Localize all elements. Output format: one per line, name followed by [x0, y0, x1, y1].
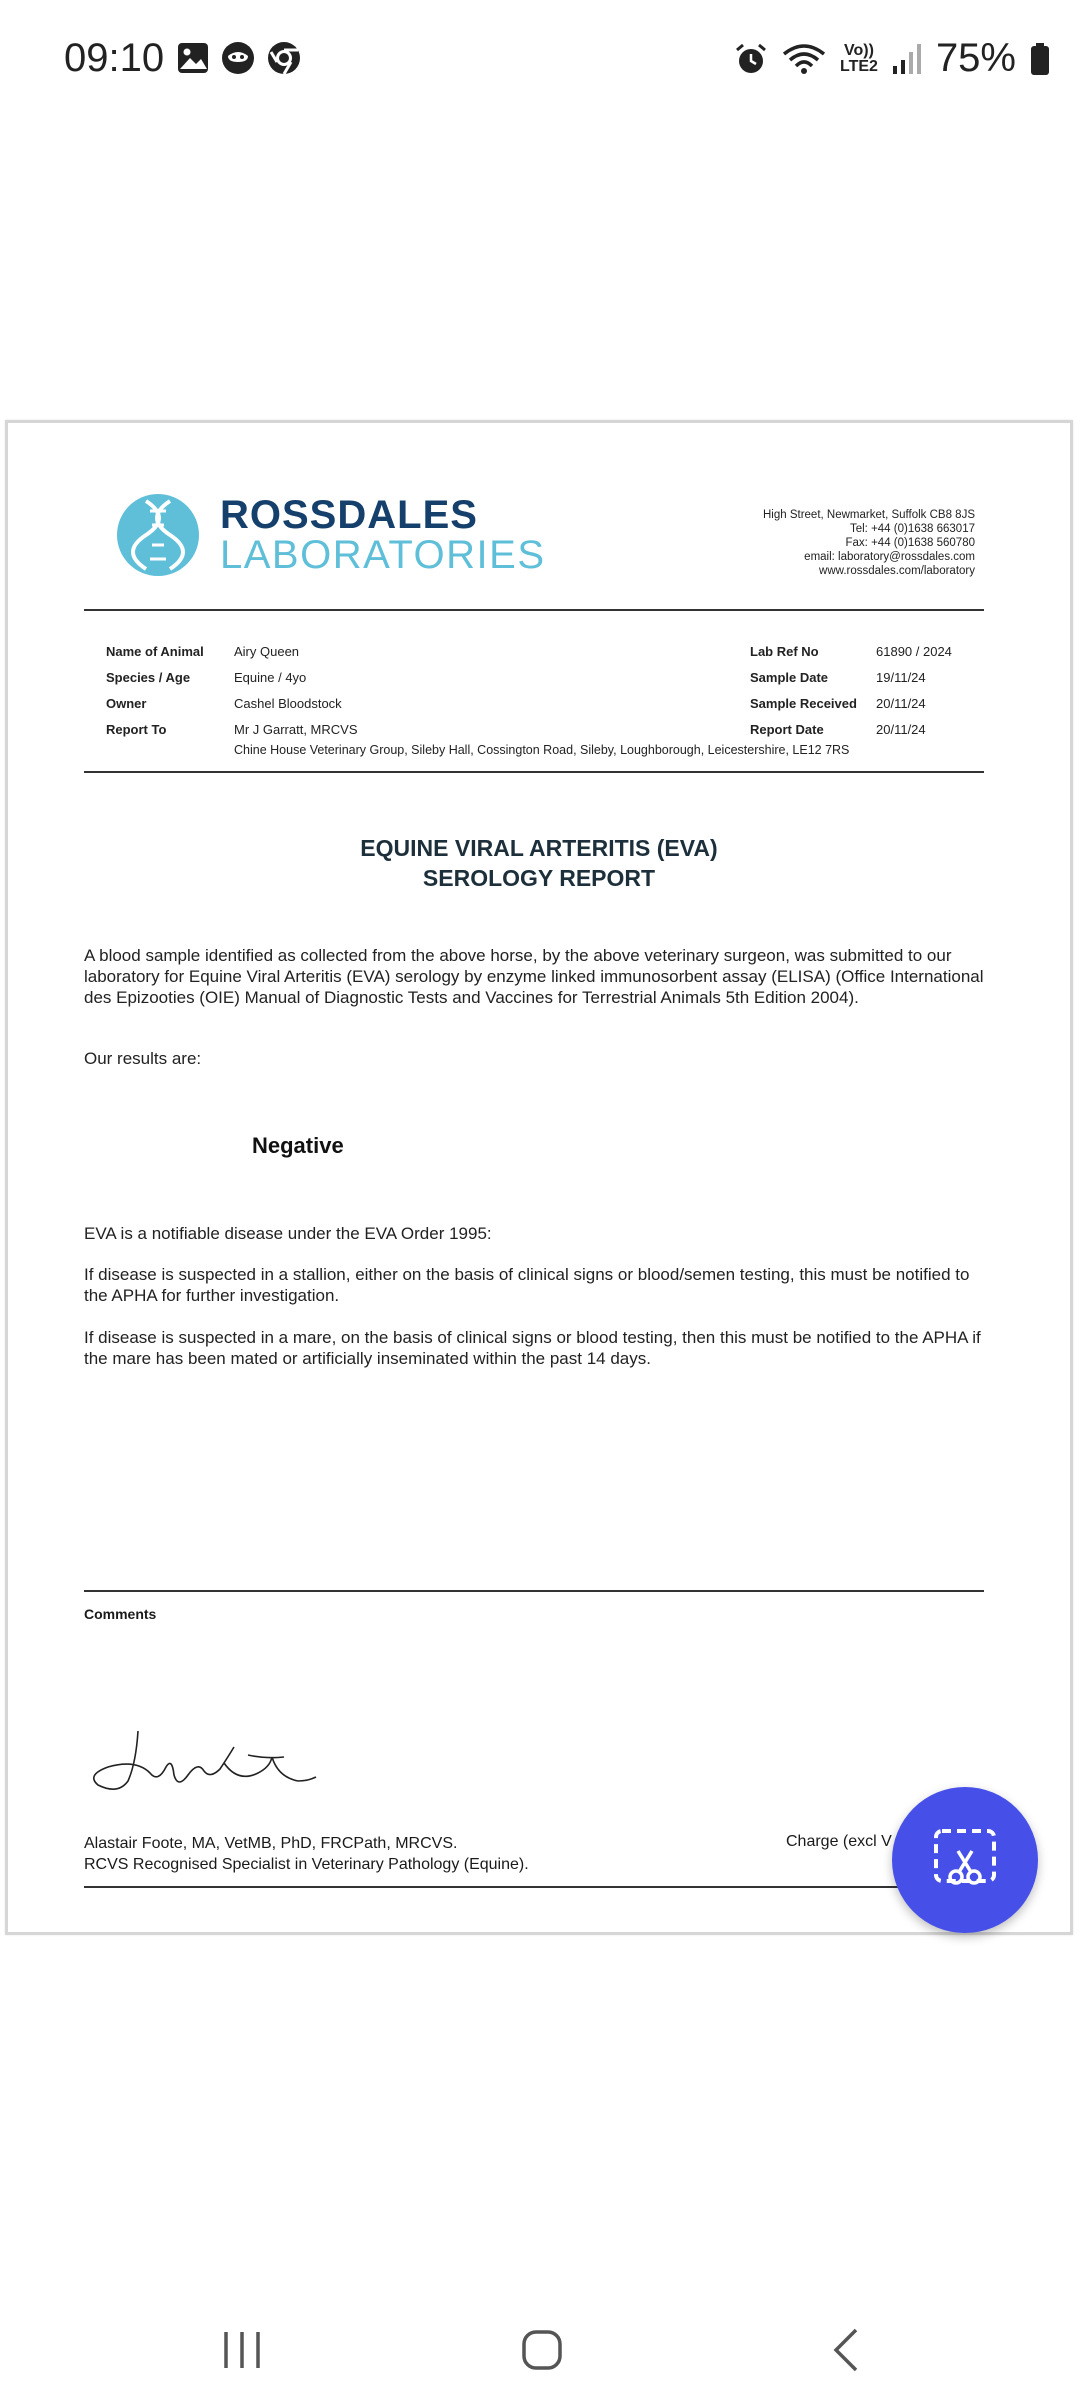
- rossdales-logo: [116, 493, 546, 577]
- comments-label: Comments: [84, 1606, 157, 1622]
- vet-address: Chine House Veterinary Group, Sileby Hall, Cossington Road, Sileby, Loughborough, Leicestershire, LE12 7RS: [234, 743, 850, 757]
- mare-note: If disease is suspected in a mare, on the basis of clinical signs or blood testing, then this must be notified to the APHA if the mare has been mated or artificially inseminated within the past 14 days.: [84, 1328, 981, 1368]
- system-icons: [734, 36, 1050, 81]
- screenshot-scissors-icon: [932, 1827, 998, 1893]
- lab-info: Lab Ref No 61890 / 2024 Sample Date 19/11/24 Sample Received 20/11/24 Report Date 20/11/24: [750, 644, 952, 737]
- report-document[interactable]: [5, 420, 1073, 1935]
- battery-percent: 75%: [935, 36, 1016, 80]
- status-bar: [0, 0, 1080, 120]
- wifi-icon: [782, 42, 826, 76]
- notification-icons: [176, 40, 302, 76]
- result-value: Negative: [252, 1133, 344, 1158]
- navigation-bar: [0, 2300, 1080, 2400]
- recent-apps-icon: [220, 2328, 264, 2372]
- recent-apps-button[interactable]: [202, 2320, 282, 2380]
- back-button[interactable]: [806, 2320, 886, 2380]
- report-title: EQUINE VIRAL ARTERITIS (EVA) SEROLOGY REPORT: [360, 835, 718, 891]
- back-icon: [824, 2326, 868, 2374]
- image-icon: [176, 41, 210, 75]
- results-label: Our results are:: [84, 1049, 202, 1068]
- comments-divider: [84, 1590, 984, 1592]
- face-icon: [220, 40, 256, 76]
- footer-divider: [84, 1886, 984, 1888]
- header-divider: [84, 609, 984, 611]
- alarm-icon: [734, 42, 768, 76]
- stallion-note: If disease is suspected in a stallion, either on the basis of clinical signs or blood/semen testing, this must be notified to the APHA for further investigation.: [84, 1265, 970, 1305]
- animal-info: Name of Animal Airy Queen Species / Age Equine / 4yo Owner Cashel Bloodstock Report To Mr J Garratt, MRCVS: [106, 644, 358, 737]
- dna-logo-icon: [116, 493, 200, 577]
- logo-text-laboratories: LABORATORIES: [220, 533, 546, 577]
- info-divider: [84, 771, 984, 773]
- intro-paragraph: A blood sample identified as collected from the above horse, by the above veterinary surgeon, was submitted to our laboratory for Equine Viral Arteritis (EVA) serology by enzyme linked immunosorbent assay (ELISA) (Office International des Epizooties (OIE) Manual of Diagnostic Tests and Vaccines for Terrestrial Animals 5th Edition 2004).: [84, 946, 984, 1007]
- home-button[interactable]: [502, 2320, 582, 2380]
- charge-text: Charge (excl V: [786, 1833, 892, 1850]
- network-type: Vo)) LTE2: [840, 41, 878, 75]
- battery-icon: [1030, 42, 1050, 76]
- status-time: 09:10: [64, 36, 165, 80]
- signer-details: Alastair Foote, MA, VetMB, PhD, FRCPath, MRCVS. RCVS Recognised Specialist in Veterinary Pathology (Equine).: [84, 1835, 529, 1873]
- lab-address: High Street, Newmarket, Suffolk CB8 8JS Tel: +44 (0)1638 663017 Fax: +44 (0)1638 560780 email: laboratory@rossdales.com www.rossdales.com/laboratory: [763, 509, 975, 577]
- signature-image: [88, 1723, 318, 1803]
- notifiable-text: EVA is a notifiable disease under the EVA Order 1995:: [84, 1224, 492, 1243]
- home-icon: [520, 2328, 564, 2372]
- screenshot-capture-button[interactable]: [892, 1787, 1038, 1933]
- chrome-icon: [266, 40, 302, 76]
- signal-icon: [892, 42, 922, 76]
- logo-text-rossdales: ROSSDALES: [220, 493, 478, 537]
